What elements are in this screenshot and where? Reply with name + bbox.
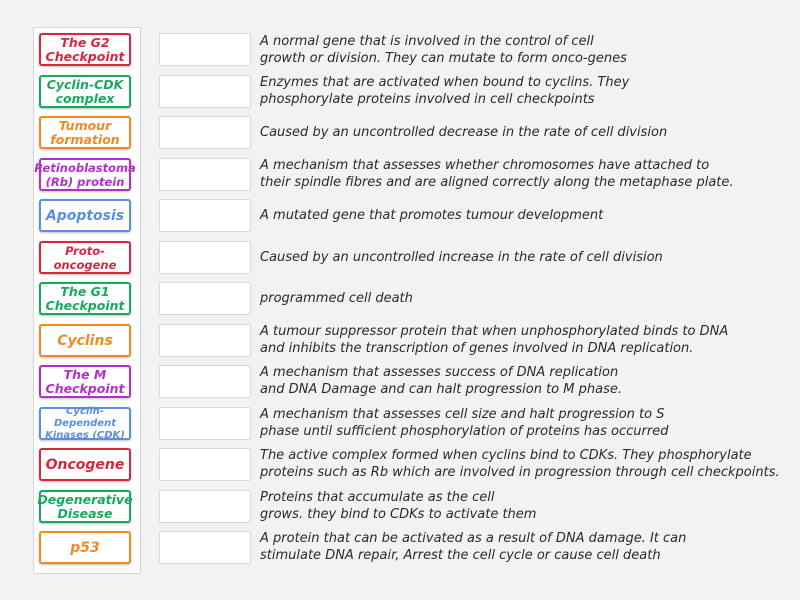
definition-text: A mechanism that assesses success of DNA replication and DNA Damage and can halt progression to M phase. <box>260 365 622 397</box>
term-tile-m-checkpoint[interactable] <box>39 365 131 398</box>
term-tile-cdk[interactable] <box>39 407 131 440</box>
definition-text: The active complex formed when cyclins bind to CDKs. They phosphorylate proteins such as Rb which are involved in progression through cell checkpoints. <box>260 448 780 480</box>
drop-slot[interactable] <box>159 116 251 149</box>
term-label: The G1 Checkpoint <box>45 283 125 313</box>
term-tile-cyclin-cdk-complex[interactable] <box>39 75 131 108</box>
definition-text: A mutated gene that promotes tumour development <box>260 208 604 223</box>
term-tile-g1-checkpoint[interactable] <box>39 282 131 315</box>
term-label: p53 <box>70 539 100 556</box>
term-label: The M Checkpoint <box>45 366 125 396</box>
term-tile-apoptosis[interactable] <box>39 199 131 232</box>
term-tile-oncogene[interactable] <box>39 448 131 481</box>
drop-slot[interactable] <box>159 241 251 274</box>
term-label: Proto-oncogene <box>53 243 117 272</box>
drop-slot[interactable] <box>159 448 251 481</box>
definition-text: A mechanism that assesses cell size and halt progression to S phase until sufficient phosphorylation of proteins has occurred <box>260 407 669 439</box>
drop-slot[interactable] <box>159 490 251 523</box>
term-tile-retinoblastoma[interactable] <box>34 158 136 191</box>
term-label: Degenerative Disease <box>37 491 133 521</box>
drop-slot[interactable] <box>159 158 251 191</box>
term-tile-g2-checkpoint[interactable] <box>39 33 131 66</box>
definition-text: Caused by an uncontrolled decrease in the rate of cell division <box>260 125 668 140</box>
term-label: Cyclin-Dependent Kinases (CDK) <box>45 405 125 441</box>
term-label: Oncogene <box>45 456 125 473</box>
term-tile-tumour-formation[interactable] <box>39 116 131 149</box>
term-label: Cyclin-CDK complex <box>46 76 124 106</box>
definition-text: programmed cell death <box>260 291 413 306</box>
drop-slot[interactable] <box>159 282 251 315</box>
definition-text: A normal gene that is involved in the control of cell growth or division. They can mutate to form onco-genes <box>260 34 627 66</box>
term-label: Tumour formation <box>50 117 120 147</box>
definition-text: Enzymes that are activated when bound to cyclins. They phosphorylate proteins involved in cell checkpoints <box>260 75 630 107</box>
definition-text: Proteins that accumulate as the cell grows. they bind to CDKs to activate them <box>260 490 537 522</box>
term-label: Cyclins <box>57 332 113 349</box>
term-label: Apoptosis <box>45 207 125 224</box>
drop-slot[interactable] <box>159 199 251 232</box>
term-label: Retinoblastoma (Rb) protein <box>34 160 136 189</box>
drop-slot[interactable] <box>159 407 251 440</box>
definition-text: A protein that can be activated as a result of DNA damage. It can stimulate DNA repair, Arrest the cell cycle or cause cell death <box>260 531 687 563</box>
drop-slot[interactable] <box>159 75 251 108</box>
term-label: The G2 Checkpoint <box>45 34 125 64</box>
drop-slot[interactable] <box>159 33 251 66</box>
drop-slot[interactable] <box>159 324 251 357</box>
term-tile-cyclins[interactable] <box>39 324 131 357</box>
definition-text: A mechanism that assesses whether chromosomes have attached to their spindle fibres and are aligned correctly along the metaphase plate. <box>260 158 734 190</box>
definition-text: A tumour suppressor protein that when unphosphorylated binds to DNA and inhibits the transcription of genes involved in DNA replication. <box>260 324 729 356</box>
term-tile-proto-oncogene[interactable] <box>39 241 131 274</box>
term-tile-degenerative-disease[interactable] <box>39 490 131 523</box>
drop-slot[interactable] <box>159 531 251 564</box>
drop-slot[interactable] <box>159 365 251 398</box>
term-tile-p53[interactable] <box>39 531 131 564</box>
definition-text: Caused by an uncontrolled increase in the rate of cell division <box>260 250 663 265</box>
